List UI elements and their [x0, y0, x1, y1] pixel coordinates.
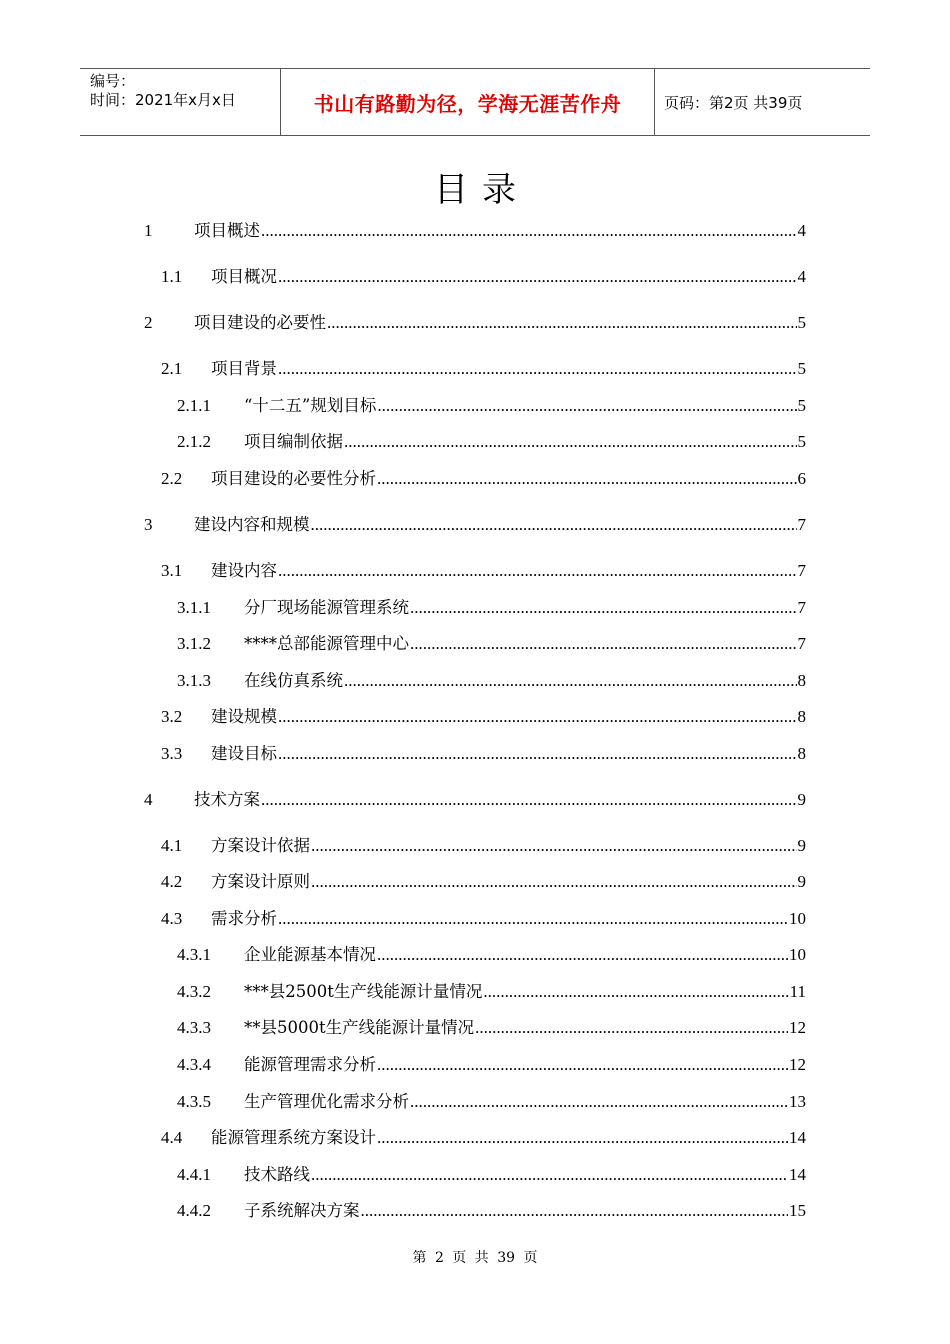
toc-entry-page: 5 — [797, 359, 806, 378]
toc-entry-number: 3.2 — [161, 707, 183, 726]
toc-leader-dots — [377, 1054, 788, 1076]
toc-entry[interactable] — [144, 514, 806, 536]
toc-entry-page: 4 — [797, 221, 806, 240]
toc-entry-page: 5 — [797, 313, 806, 332]
toc-entry-page: 15 — [789, 1201, 806, 1220]
toc-entry-number: 3.1 — [161, 561, 183, 580]
toc-entry-page: 7 — [797, 561, 806, 580]
toc-entry-number: 3.1.1 — [177, 598, 211, 617]
toc-leader-dots — [327, 312, 797, 334]
toc-leader-dots — [483, 981, 788, 1003]
toc-entry-page: 6 — [797, 469, 806, 488]
toc-entry-page: 5 — [797, 432, 806, 451]
toc-entry[interactable] — [177, 597, 806, 619]
toc-entry-number: 1.1 — [161, 267, 183, 286]
toc-entry[interactable] — [177, 431, 806, 453]
toc-entry[interactable] — [161, 706, 806, 728]
toc-leader-dots — [410, 597, 797, 619]
toc-entry-page: 8 — [797, 707, 806, 726]
toc-entry-number: 3 — [144, 515, 153, 534]
toc-leader-dots — [261, 789, 797, 811]
toc-leader-dots — [278, 266, 797, 288]
toc-leader-dots — [361, 1200, 789, 1222]
toc-entry[interactable] — [177, 981, 806, 1003]
toc-entry[interactable] — [161, 1127, 806, 1149]
page-title: 目录 — [434, 170, 530, 210]
toc-leader-dots — [278, 706, 797, 728]
toc-entry[interactable] — [161, 468, 806, 490]
toc-entry-title: 项目编制依据 — [244, 432, 343, 451]
toc-entry-page: 12 — [789, 1018, 806, 1037]
toc-entry-page: 11 — [789, 982, 806, 1001]
toc-entry[interactable] — [161, 743, 806, 765]
toc-leader-dots — [475, 1017, 788, 1039]
toc-leader-dots — [344, 670, 797, 692]
toc-leader-dots — [410, 1091, 788, 1113]
toc-entry[interactable] — [161, 358, 806, 380]
toc-entry-title: 方案设计原则 — [211, 872, 310, 891]
page-footer: 第 2 页 共 39 页 — [412, 1250, 538, 1266]
toc-entry[interactable] — [161, 560, 806, 582]
toc-entry[interactable] — [144, 789, 806, 811]
toc-entry[interactable] — [177, 1017, 806, 1039]
toc-entry-number: 4.3.1 — [177, 945, 211, 964]
toc-entry-page: 14 — [789, 1128, 806, 1147]
toc-entry-page: 12 — [789, 1055, 806, 1074]
toc-entry-title: 项目概况 — [211, 267, 277, 286]
toc-entry[interactable] — [177, 1164, 806, 1186]
toc-leader-dots — [377, 395, 796, 417]
toc-entry-title: 建设目标 — [211, 744, 277, 763]
serial-label: 编号： — [90, 72, 136, 90]
toc-entry-title: 技术方案 — [194, 790, 260, 809]
toc-entry-number: 1 — [144, 221, 153, 240]
toc-entry-number: 3.3 — [161, 744, 183, 763]
toc-entry-page: 9 — [797, 836, 806, 855]
toc-entry-title: 在线仿真系统 — [244, 671, 343, 690]
toc-entry-title: 能源管理系统方案设计 — [211, 1128, 376, 1147]
header-meta — [80, 69, 281, 135]
toc-leader-dots — [377, 944, 788, 966]
toc-entry-title: 项目建设的必要性分析 — [211, 469, 376, 488]
header-page-info: 页码：第2页 共39页 — [664, 93, 803, 112]
toc-entry-page: 7 — [797, 634, 806, 653]
toc-entry-number: 4.3.2 — [177, 982, 211, 1001]
toc-entry-number: 4.3.4 — [177, 1055, 211, 1074]
toc-leader-dots — [377, 468, 797, 490]
toc-entry-title: 技术路线 — [244, 1165, 310, 1184]
header-motto: 书山有路勤为径，学海无涯苦作舟 — [281, 69, 655, 135]
toc-leader-dots — [278, 358, 797, 380]
toc-entry[interactable] — [177, 1200, 806, 1222]
toc-entry-page: 8 — [797, 671, 806, 690]
toc-entry-title: 建设内容和规模 — [194, 515, 310, 534]
toc-entry-title: 需求分析 — [211, 909, 277, 928]
toc-entry[interactable] — [177, 1091, 806, 1113]
toc-entry-number: 4.2 — [161, 872, 183, 891]
toc-entry-number: 4.4.2 — [177, 1201, 211, 1220]
toc-entry-number: 2 — [144, 313, 153, 332]
toc-entry[interactable] — [177, 670, 806, 692]
toc-entry-number: 3.1.3 — [177, 671, 211, 690]
toc-leader-dots — [278, 560, 797, 582]
toc-entry[interactable] — [144, 312, 806, 334]
toc-entry-title: 方案设计依据 — [211, 836, 310, 855]
toc-entry-page: 14 — [789, 1165, 806, 1184]
toc-entry-title: 分厂现场能源管理系统 — [244, 598, 409, 617]
toc-entry-title: 建设内容 — [211, 561, 277, 580]
time-label: 时间：2021年x月x日 — [90, 91, 236, 109]
toc-entry-title: 项目背景 — [211, 359, 277, 378]
toc-entry-title: **县5000t生产线能源计量情况 — [244, 1018, 475, 1037]
toc-entry-title: 建设规模 — [211, 707, 277, 726]
toc-entry-number: 3.1.2 — [177, 634, 211, 653]
toc-leader-dots — [278, 743, 797, 765]
toc-entry-title: 子系统解决方案 — [244, 1201, 360, 1220]
toc-leader-dots — [311, 1164, 788, 1186]
toc-entry-number: 4.3.5 — [177, 1092, 211, 1111]
toc-entry-number: 4.4 — [161, 1128, 183, 1147]
toc-entry[interactable] — [161, 871, 806, 893]
toc-entry-page: 7 — [797, 515, 806, 534]
toc-entry-title: “十二五”规划目标 — [244, 396, 377, 415]
toc-entry[interactable] — [177, 633, 806, 655]
toc-entry-title: 生产管理优化需求分析 — [244, 1092, 409, 1111]
toc-leader-dots — [344, 431, 797, 453]
toc-leader-dots — [261, 220, 797, 242]
toc-leader-dots — [311, 871, 797, 893]
toc-entry-page: 13 — [789, 1092, 806, 1111]
toc-entry-page: 4 — [797, 267, 806, 286]
toc-entry-number: 4.3.3 — [177, 1018, 211, 1037]
toc-entry-page: 9 — [797, 872, 806, 891]
toc-entry[interactable] — [177, 944, 806, 966]
toc-leader-dots — [311, 514, 797, 536]
toc-leader-dots — [311, 835, 797, 857]
toc-leader-dots — [278, 908, 788, 930]
toc-entry-number: 4.1 — [161, 836, 183, 855]
toc-leader-dots — [377, 1127, 788, 1149]
toc-entry-title: ****总部能源管理中心 — [244, 634, 409, 653]
toc-leader-dots — [410, 633, 797, 655]
toc-entry[interactable] — [161, 266, 806, 288]
toc-entry-number: 2.1 — [161, 359, 183, 378]
toc-entry-page: 9 — [797, 790, 806, 809]
page-header — [80, 68, 870, 136]
toc-entry-title: 项目建设的必要性 — [194, 313, 326, 332]
toc-entry-number: 2.1.1 — [177, 396, 211, 415]
toc-entry-number: 4.3 — [161, 909, 183, 928]
toc-entry[interactable] — [144, 220, 806, 242]
toc-entry-page: 10 — [789, 909, 806, 928]
toc-entry-number: 2.1.2 — [177, 432, 211, 451]
toc-entry-number: 4 — [144, 790, 153, 809]
toc-entry-number: 4.4.1 — [177, 1165, 211, 1184]
toc-entry-title: 项目概述 — [194, 221, 260, 240]
toc-entry-page: 10 — [789, 945, 806, 964]
toc-entry-page: 7 — [797, 598, 806, 617]
toc-entry[interactable] — [161, 908, 806, 930]
toc-entry-title: ***县2500t生产线能源计量情况 — [244, 982, 483, 1001]
toc-entry-page: 8 — [797, 744, 806, 763]
toc-entry-title: 企业能源基本情况 — [244, 945, 376, 964]
toc-entry-page: 5 — [797, 396, 806, 415]
toc-entry[interactable] — [177, 1054, 806, 1076]
toc-entry-number: 2.2 — [161, 469, 183, 488]
toc-entry[interactable] — [177, 395, 806, 417]
toc-entry[interactable] — [161, 835, 806, 857]
toc-entry-title: 能源管理需求分析 — [244, 1055, 376, 1074]
